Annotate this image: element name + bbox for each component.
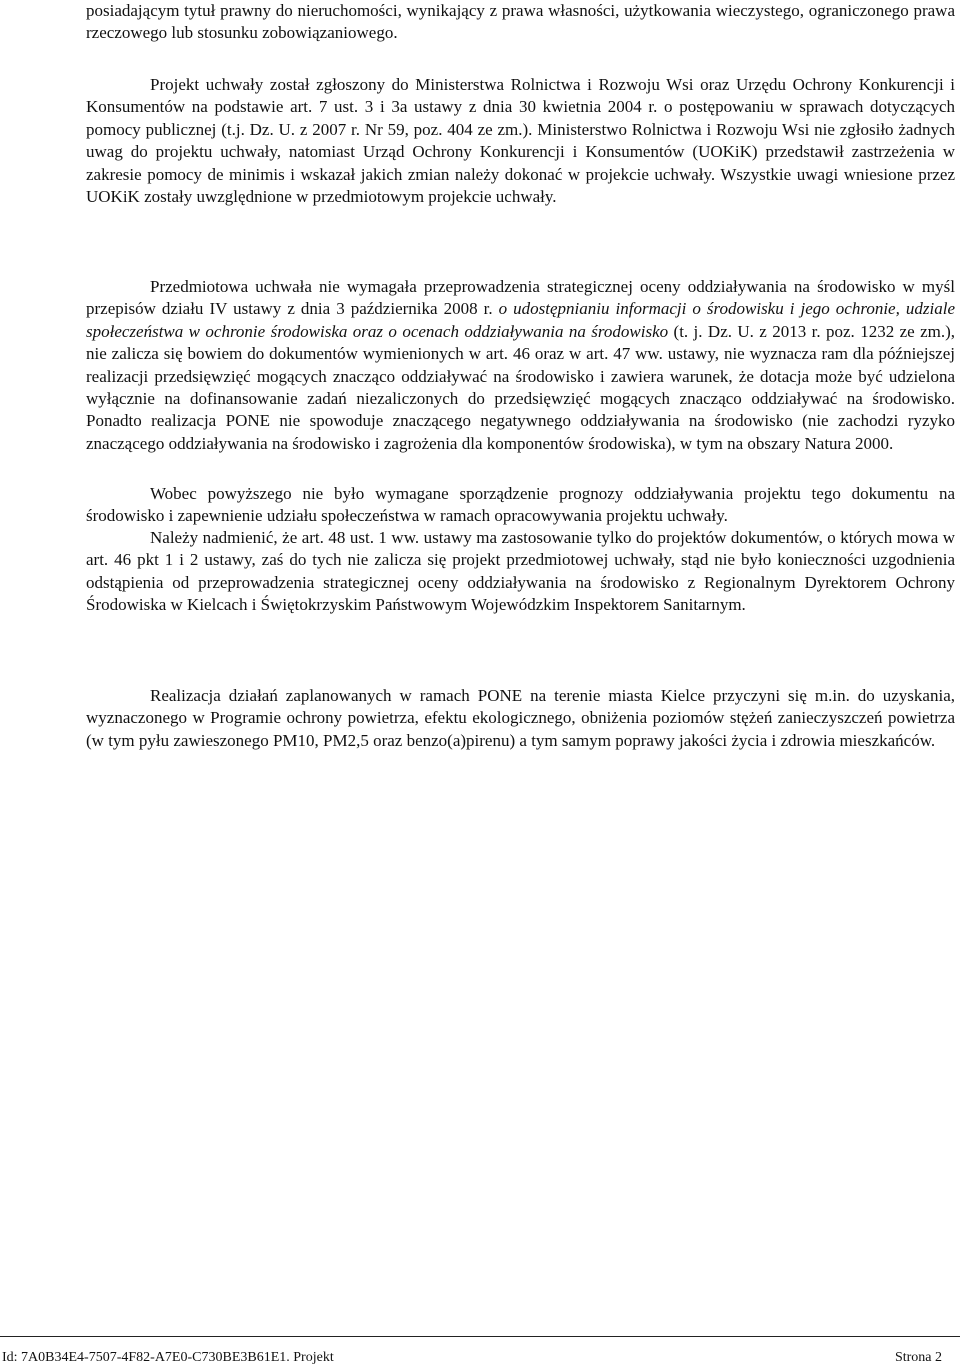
- text-segment: (t. j. Dz. U. z 2013 r. poz. 1232 ze zm.), nie zalicza się bowiem do dokumentów wymienionych w art. 46 oraz w art. 47 ww. ustawy, nie wyznacza ram dla późniejszej realizacji przedsięwzięć mogących znacząco oddziaływać na środowisko i zawiera warunek, że dotacja może być udzielona wyłącznie na dofinansowanie zadań niezaliczonych do przedsięwzięć mogących znacząco oddziaływać na środowisko. Ponadto realizacja PONE nie spowoduje znaczącego negatywnego oddziaływania na środowisko (nie zachodzi ryzyko znaczącego oddziaływania na środowisko i zagrożenia dla komponentów środowiska), w tym na obszary Natura 2000.: [86, 321, 956, 453]
- footer-divider: [0, 1336, 960, 1337]
- paragraph-2: [86, 74, 955, 208]
- paragraph-4: [86, 483, 955, 528]
- text-segment: Wobec powyższego nie było wymagane sporządzenie prognozy oddziaływania projektu tego dokumentu na środowisko i zapewnienie udziału społeczeństwa w ramach opracowywania projektu uchwały.: [86, 484, 955, 526]
- paragraph-6: [86, 685, 955, 752]
- paragraph-5: [86, 527, 955, 617]
- paragraph-3: [86, 276, 955, 455]
- text-segment: Należy nadmienić, że art. 48 ust. 1 ww. ustawy ma zastosowanie tylko do projektów dokumentów, o których mowa w art. 46 pkt 1 i 2 ustawy, zaś do tych nie zalicza się projekt przedmiotowej uchwały, stąd nie było konieczności uzgodnienia odstąpienia od przeprowadzenia strategicznej oceny oddziaływania na środowisko z Regionalnym Dyrektorem Ochrony Środowiska w Kielcach i Świętokrzyskim Państwowym Wojewódzkim Inspektorem Sanitarnym.: [86, 528, 955, 615]
- text-segment: Realizacja działań zaplanowanych w ramach PONE na terenie miasta Kielce przyczyni się m.in. do uzyskania, wyznaczonego w Programie ochrony powietrza, efektu ekologicznego, obniżenia poziomów stężeń zanieczyszczeń powietrza (w tym pyłu zawieszonego PM10, PM2,5 oraz benzo(a)pirenu) a tym samym poprawy jakości życia i zdrowia mieszkańców.: [86, 686, 955, 750]
- paragraph-1: [86, 0, 955, 45]
- text-segment: Przedmiotowa uchwała nie wymagała przeprowadzenia strategicznej oceny oddziaływania na środowisko w myśl przepisów działu IV ustawy z dnia 3 października 2008 r.: [86, 277, 955, 319]
- document-id: Id: 7A0B34E4-7507-4F82-A7E0-C730BE3B61E1. Projekt: [2, 1350, 334, 1365]
- page-number: Strona 2: [894, 1350, 942, 1365]
- text-segment: posiadającym tytuł prawny do nieruchomości, wynikający z prawa własności, użytkowania wieczystego, ograniczonego prawa rzeczowego lub stosunku zobowiązaniowego.: [86, 1, 955, 43]
- text-segment: Projekt uchwały został zgłoszony do Ministerstwa Rolnictwa i Rozwoju Wsi oraz Urzędu Ochrony Konkurencji i Konsumentów na podstawie art. 7 ust. 3 i 3a ustawy z dnia 30 kwietnia 2004 r. o postępowaniu w sprawach dotyczących pomocy publicznej (t.j. Dz. U. z 2007 r. Nr 59, poz. 404 ze zm.). Ministerstwo Rolnictwa i Rozwoju Wsi nie zgłosiło żadnych uwag do projektu uchwały, natomiast Urząd Ochrony Konkurencji i Konsumentów (UOKiK) przedstawił zastrzeżenia w zakresie pomocy de minimis i wskazał jakich zmian należy dokonać w projekcie uchwały. Wszystkie uwagi wniesione przez UOKiK zostały uwzględnione w przedmiotowym projekcie uchwały.: [86, 75, 955, 207]
- page-footer: [0, 1336, 960, 1370]
- italic-segment: o udostępnianiu informacji o środowisku i jego ochronie, udziale społeczeństwa w ochronie środowiska oraz o ocenach oddziaływania na środowisko: [86, 299, 955, 341]
